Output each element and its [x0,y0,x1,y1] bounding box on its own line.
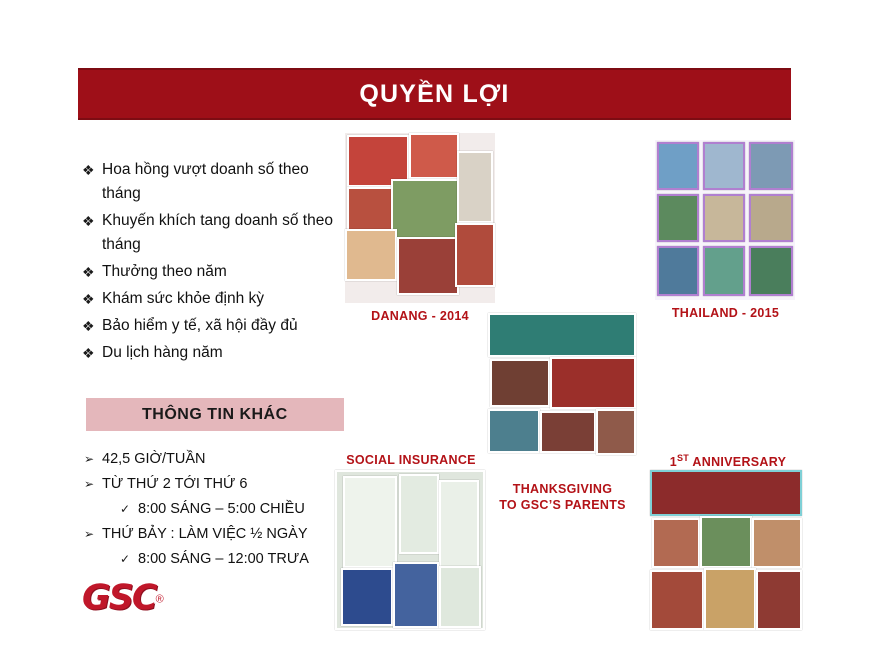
photo-thumb [596,409,636,455]
photo-thumb [703,142,745,190]
caption-anniversary [648,450,808,470]
collage [335,470,485,630]
slide-title-banner [78,68,791,120]
collage [488,313,636,453]
benefit-text: Thưởng theo năm [102,263,227,280]
collage [650,470,802,632]
benefits-list [82,158,347,368]
list-item [82,260,347,284]
caption-anniversary-suffix: ST [677,453,690,463]
photo-thumb [700,516,752,568]
gsc-logo [82,578,202,620]
photo-thumb [490,359,550,407]
benefit-text: Du lịch hàng năm [102,344,223,361]
caption-thanksgiving-line2: TO GSC’S PARENTS [499,498,626,512]
schedule-text: 8:00 SÁNG – 5:00 CHIỀU [138,501,305,517]
benefit-text: Khuyến khích tang doanh số theo tháng [102,212,333,253]
list-item [82,287,347,311]
photo-thumb [652,518,700,568]
diamond-bullet-icon: ❖ [82,213,95,229]
photo-thumb [752,518,802,568]
other-info-label: THÔNG TIN KHÁC [142,405,288,423]
collage [655,140,795,300]
photo-thumb [341,568,393,626]
photo-collage-thailand [655,140,795,300]
photo-thumb [749,246,793,296]
photo-thumb [756,570,802,630]
photo-thumb [488,409,540,453]
photo-thumb [343,476,397,568]
photo-thumb [439,480,479,568]
photo-thumb [550,357,636,409]
schedule-text: 8:00 SÁNG – 12:00 TRƯA [138,551,309,567]
page-title: QUYỀN LỢI [359,79,510,108]
diamond-bullet-icon: ❖ [82,264,95,280]
photo-thumb [703,194,745,242]
caption-thailand: THAILAND - 2015 [671,306,780,320]
arrow-bullet-icon: ➢ [84,477,95,491]
caption-thanksgiving [490,481,635,513]
diamond-bullet-icon: ❖ [82,162,95,178]
photo-thumb [749,142,793,190]
photo-thumb [399,474,439,554]
arrow-bullet-icon: ➢ [84,527,95,541]
caption-anniversary-rest: ANNIVERSARY [689,455,787,470]
photo-collage-social-insurance [335,470,485,630]
list-item [82,209,347,257]
photo-thumb [703,246,745,296]
arrow-bullet-icon: ➢ [84,452,95,466]
diamond-bullet-icon: ❖ [82,345,95,361]
diamond-bullet-icon: ❖ [82,291,95,307]
photo-thumb [457,151,493,223]
photo-thumb [397,237,459,295]
schedule-text: THỨ BẢY : LÀM VIỆC ½ NGÀY [102,526,308,542]
registered-mark-icon: ® [155,593,164,606]
caption-anniversary-number: 1 [669,455,677,470]
photo-collage-thanksgiving [488,313,636,453]
photo-thumb [455,223,495,287]
diamond-bullet-icon: ❖ [82,318,95,334]
benefit-text: Hoa hồng vượt doanh số theo tháng [102,161,309,202]
photo-collage-danang [345,133,495,303]
caption-thanksgiving-line1: THANKSGIVING [512,482,613,496]
collage [345,133,495,303]
schedule-text: TỪ THỨ 2 TỚI THỨ 6 [102,476,248,492]
photo-thumb [650,470,802,516]
gsc-logo-text: GSC [82,578,156,618]
photo-thumb [657,142,699,190]
photo-collage-anniversary [650,470,802,632]
check-bullet-icon: ✓ [120,552,131,566]
caption-danang: DANANG - 2014 [371,309,469,323]
photo-thumb [393,562,439,628]
photo-thumb [391,179,459,239]
photo-thumb [749,194,793,242]
benefit-text: Khám sức khỏe định kỳ [102,290,265,307]
photo-thumb [347,187,393,231]
benefit-text: Bảo hiểm y tế, xã hội đầy đủ [102,317,298,334]
photo-thumb [540,411,596,453]
photo-thumb [657,194,699,242]
photo-thumb [409,133,459,179]
photo-thumb [704,568,756,630]
list-item [82,314,347,338]
schedule-text: 42,5 GIỜ/TUẦN [102,451,206,467]
photo-thumb [657,246,699,296]
caption-social-insurance: SOCIAL INSURANCE [346,453,476,467]
list-item [82,158,347,206]
list-item [82,341,347,365]
photo-thumb [345,229,397,281]
check-bullet-icon: ✓ [120,502,131,516]
other-info-heading [86,398,344,431]
photo-thumb [650,570,704,630]
photo-thumb [439,566,481,628]
photo-thumb [488,313,636,357]
